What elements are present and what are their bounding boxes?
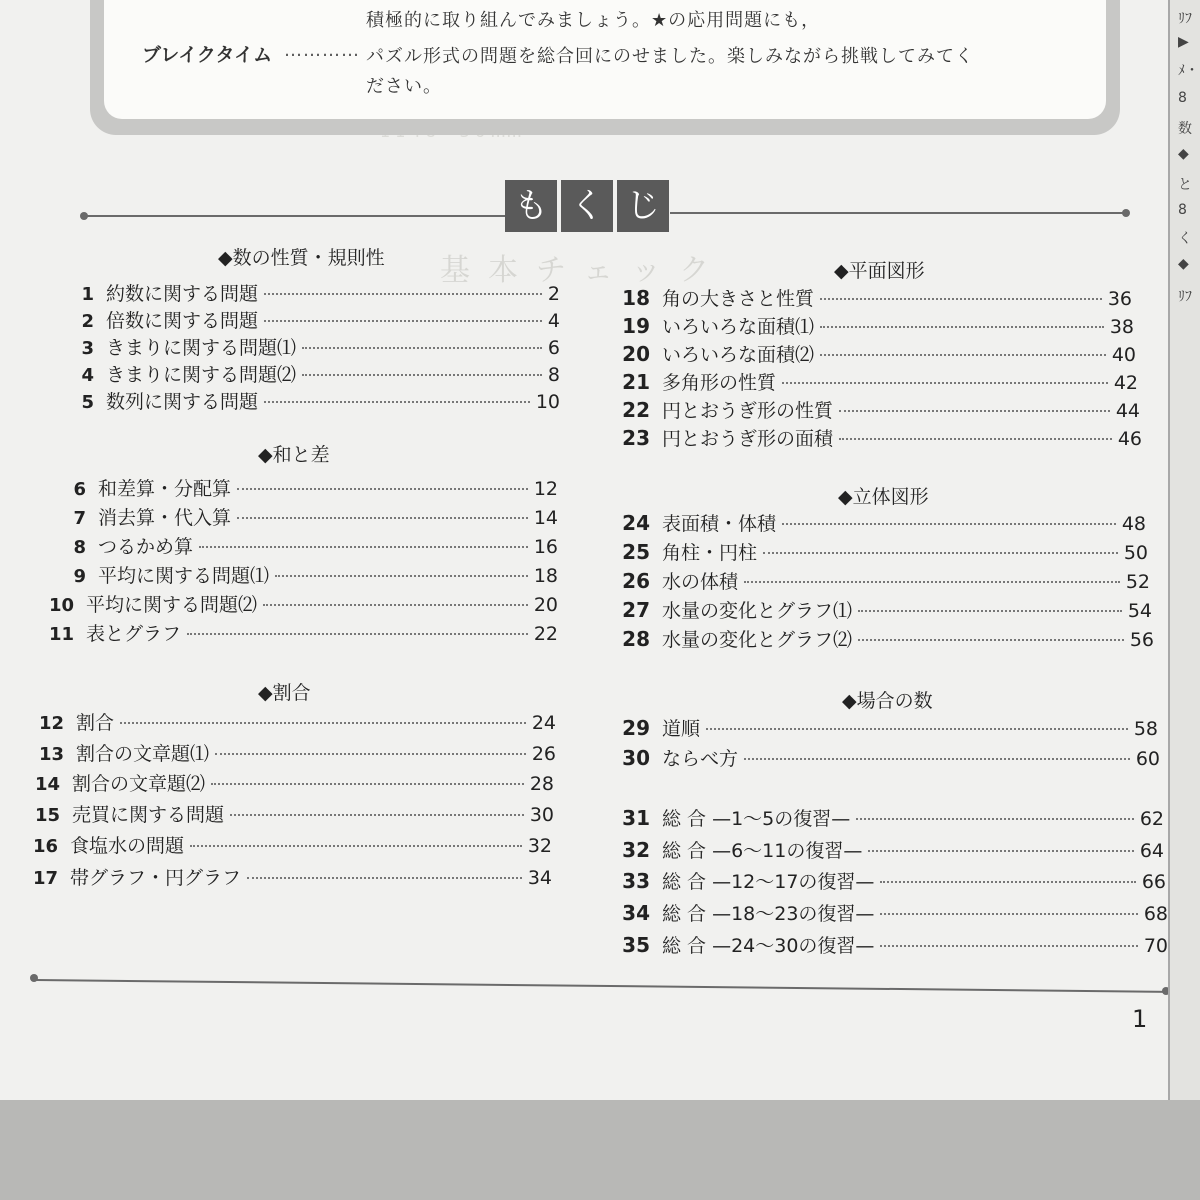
toc-entry[interactable] [616, 368, 1138, 395]
entry-number: 19 [622, 314, 650, 338]
section-heading: ◆割合 [258, 682, 311, 704]
leader-dots [215, 753, 526, 755]
entry-label: 倍数に関する問題 [106, 310, 259, 332]
entry-page: 30 [529, 804, 554, 826]
entry-number: 4 [81, 365, 94, 386]
leader-dots [839, 438, 1112, 440]
entry-number: 5 [81, 392, 94, 413]
leader-dots [839, 410, 1110, 412]
edge-text: 数 [1178, 121, 1192, 137]
toc-entry[interactable] [616, 867, 1166, 894]
entry-page: 40 [1111, 344, 1136, 366]
entry-number: 20 [622, 342, 650, 366]
leader-dots [820, 298, 1102, 300]
title-char: も [505, 180, 557, 232]
toc-entry[interactable] [616, 931, 1168, 958]
edge-text: と [1178, 177, 1192, 193]
toc-entry[interactable] [616, 340, 1136, 367]
toc-entry[interactable] [60, 279, 560, 306]
entry-number: 12 [38, 713, 64, 734]
toc-entry[interactable] [616, 396, 1140, 423]
entry-page: 2 [547, 283, 560, 305]
toc-entry[interactable] [60, 333, 560, 360]
leader-dots [211, 783, 524, 785]
toc-entry[interactable] [616, 625, 1154, 652]
leader-dots [199, 546, 528, 548]
leader-dots [782, 382, 1108, 384]
leader-dots [706, 728, 1128, 730]
entry-label: 角の大きさと性質 [662, 288, 815, 310]
leader-dots [820, 326, 1104, 328]
edge-text: 8 [1178, 90, 1187, 106]
entry-page: 62 [1139, 808, 1164, 830]
leader-dots [763, 552, 1118, 554]
leader-dots [120, 722, 526, 724]
leader-dots [856, 818, 1134, 820]
entry-label: 円とおうぎ形の性質 [662, 400, 834, 422]
entry-label: 割合の文章題⑵ [72, 773, 206, 795]
toc-entry[interactable] [60, 360, 560, 387]
leader-dots [247, 877, 522, 879]
entry-label: ならべ方 [662, 748, 739, 770]
entry-page: 54 [1127, 600, 1152, 622]
intro-line: ださい。 [366, 76, 442, 97]
entry-page: 8 [547, 364, 560, 386]
entry-label: 角柱・円柱 [662, 542, 758, 564]
entry-page: 52 [1125, 571, 1150, 593]
entry-label: 水量の変化とグラフ⑵ [662, 629, 853, 651]
entry-page: 20 [533, 594, 558, 616]
entry-page: 68 [1143, 903, 1168, 925]
entry-number: 22 [622, 398, 650, 422]
leader-dots [858, 639, 1124, 641]
toc-entry[interactable] [26, 800, 554, 827]
entry-number: 25 [622, 540, 650, 564]
leader-dots [237, 517, 528, 519]
entry-number: 33 [622, 869, 650, 893]
leader-dots [880, 945, 1137, 947]
toc-entry[interactable] [30, 739, 556, 766]
entry-page: 48 [1121, 513, 1146, 535]
entry-number: 31 [622, 806, 650, 830]
entry-page: 64 [1139, 840, 1164, 862]
entry-page: 6 [547, 337, 560, 359]
leader-dots [264, 293, 542, 295]
entry-number: 13 [38, 744, 64, 765]
toc-entry[interactable] [616, 714, 1158, 741]
leader-dots [302, 374, 542, 376]
leader-dots [880, 913, 1137, 915]
entry-number: 1 [81, 284, 94, 305]
leader-dots [264, 401, 530, 403]
entry-page: 16 [533, 536, 558, 558]
entry-label: 消去算・代入算 [98, 507, 232, 529]
entry-page: 66 [1141, 871, 1166, 893]
break-time-dots: ………… [284, 40, 360, 61]
entry-page: 14 [533, 507, 558, 529]
leader-dots [190, 845, 522, 847]
leader-dots [880, 881, 1135, 883]
entry-number: 34 [622, 901, 650, 925]
edge-text: ◆ [1178, 146, 1189, 162]
entry-number: 21 [622, 370, 650, 394]
toc-entry[interactable] [616, 899, 1168, 926]
leader-dots [302, 347, 542, 349]
entry-label: 割合の文章題⑴ [76, 743, 210, 765]
toc-entry[interactable] [616, 538, 1148, 565]
leader-dots [868, 850, 1133, 852]
edge-text: ﾘﾌ [1178, 11, 1192, 27]
entry-label: 総 合 —12～17の復習— [662, 871, 875, 893]
intro-box [90, 0, 1120, 135]
toc-entry[interactable] [40, 590, 558, 617]
toc-entry[interactable] [616, 836, 1164, 863]
break-time-label: ブレイクタイム [142, 44, 273, 66]
entry-page: 36 [1107, 288, 1132, 310]
entry-page: 42 [1113, 372, 1138, 394]
section-heading: ◆和と差 [258, 444, 330, 466]
entry-page: 24 [531, 712, 556, 734]
entry-label: 食塩水の問題 [70, 835, 185, 857]
entry-label: 道順 [662, 718, 701, 740]
toc-entry[interactable] [616, 596, 1152, 623]
section-heading: ◆数の性質・規則性 [218, 247, 385, 269]
entry-number: 28 [622, 627, 650, 651]
entry-label: 多角形の性質 [662, 372, 777, 394]
entry-label: 水量の変化とグラフ⑴ [662, 600, 853, 622]
entry-page: 34 [527, 867, 552, 889]
entry-page: 46 [1117, 428, 1142, 450]
entry-page: 10 [535, 391, 560, 413]
entry-label: 売買に関する問題 [72, 804, 225, 826]
entry-number: 24 [622, 511, 650, 535]
entry-label: 水の体積 [662, 571, 739, 593]
adjacent-page-edge [1168, 0, 1200, 1100]
entry-number: 11 [48, 624, 74, 645]
entry-number: 26 [622, 569, 650, 593]
title-char: く [561, 180, 613, 232]
entry-number: 6 [73, 479, 86, 500]
entry-label: 表とグラフ [86, 623, 182, 645]
entry-number: 10 [48, 595, 74, 616]
header-rule [86, 215, 506, 217]
leader-dots [230, 814, 524, 816]
entry-page: 12 [533, 478, 558, 500]
entry-number: 9 [73, 566, 86, 587]
leader-dots [263, 604, 528, 606]
section-heading: ◆立体図形 [838, 486, 929, 508]
entry-page: 70 [1143, 935, 1168, 957]
edge-text: く [1178, 231, 1192, 247]
entry-label: 総 合 —24～30の復習— [662, 935, 875, 957]
toc-entry[interactable] [616, 424, 1142, 451]
entry-number: 15 [34, 805, 60, 826]
edge-text: ﾘﾌ [1178, 289, 1192, 305]
entry-label: 割合 [76, 712, 115, 734]
toc-entry[interactable] [52, 503, 558, 530]
entry-number: 29 [622, 716, 650, 740]
entry-number: 23 [622, 426, 650, 450]
entry-label: 平均に関する問題⑵ [86, 594, 258, 616]
entry-page: 22 [533, 623, 558, 645]
intro-line: 積極的に取り組んでみましょう。★の応用問題にも， [366, 10, 821, 31]
entry-page: 58 [1133, 718, 1158, 740]
toc-entry[interactable] [616, 567, 1150, 594]
entry-page: 50 [1123, 542, 1148, 564]
header-rule [670, 212, 1126, 214]
entry-label: きまりに関する問題⑴ [106, 337, 297, 359]
page-number: 1 [1132, 1005, 1148, 1033]
edge-text: ﾒ・ [1178, 63, 1199, 79]
toc-entry[interactable] [616, 312, 1134, 339]
toc-entry[interactable] [30, 708, 556, 735]
entry-page: 4 [547, 310, 560, 332]
leader-dots [275, 575, 528, 577]
entry-page: 18 [533, 565, 558, 587]
entry-number: 2 [81, 311, 94, 332]
toc-entry[interactable] [24, 863, 552, 890]
entry-label: 総 合 —18～23の復習— [662, 903, 875, 925]
toc-entry[interactable] [52, 561, 558, 588]
entry-label: 表面積・体積 [662, 513, 777, 535]
toc-entry[interactable] [60, 306, 560, 333]
leader-dots [744, 758, 1130, 760]
toc-entry[interactable] [52, 474, 558, 501]
toc-entry[interactable] [60, 387, 560, 414]
entry-page: 38 [1109, 316, 1134, 338]
toc-entry[interactable] [616, 509, 1146, 536]
background-surface [0, 1100, 1200, 1200]
entry-label: 数列に関する問題 [106, 391, 259, 413]
entry-page: 60 [1135, 748, 1160, 770]
leader-dots [782, 523, 1116, 525]
entry-label: 和差算・分配算 [98, 478, 232, 500]
contents-title [505, 180, 669, 232]
entry-label: いろいろな面積⑵ [662, 344, 815, 366]
entry-number: 27 [622, 598, 650, 622]
section-heading: ◆平面図形 [834, 260, 925, 282]
entry-page: 26 [531, 743, 556, 765]
entry-number: 17 [32, 868, 58, 889]
toc-entry[interactable] [616, 804, 1164, 831]
entry-number: 16 [32, 836, 58, 857]
entry-page: 32 [527, 835, 552, 857]
entry-page: 44 [1115, 400, 1140, 422]
entry-label: 約数に関する問題 [106, 283, 259, 305]
entry-label: 総 合 —1～5の復習— [662, 808, 851, 830]
toc-entry[interactable] [40, 619, 558, 646]
leader-dots [187, 633, 528, 635]
edge-text: ▶ [1178, 34, 1189, 50]
edge-text: ◆ [1178, 256, 1189, 272]
intro-line: パズル形式の問題を総合回にのせました。楽しみながら挑戦してみてく [366, 46, 974, 67]
toc-entry[interactable] [616, 744, 1160, 771]
entry-number: 14 [34, 774, 60, 795]
entry-page: 28 [529, 773, 554, 795]
show-through-text: 基本チェック [440, 253, 728, 288]
toc-entry[interactable] [26, 769, 554, 796]
entry-number: 18 [622, 286, 650, 310]
entry-number: 30 [622, 746, 650, 770]
entry-number: 32 [622, 838, 650, 862]
entry-label: 総 合 —6～11の復習— [662, 840, 863, 862]
leader-dots [264, 320, 542, 322]
entry-label: 円とおうぎ形の面積 [662, 428, 834, 450]
entry-page: 56 [1129, 629, 1154, 651]
section-heading: ◆場合の数 [842, 690, 933, 712]
entry-number: 8 [73, 537, 86, 558]
title-char: じ [617, 180, 669, 232]
entry-number: 3 [81, 338, 94, 359]
leader-dots [744, 581, 1120, 583]
rule-endpoint [1122, 209, 1130, 217]
edge-text: 8 [1178, 202, 1187, 218]
toc-entry[interactable] [616, 284, 1132, 311]
leader-dots [858, 610, 1122, 612]
entry-number: 7 [73, 508, 86, 529]
footer-rule [36, 979, 1168, 993]
toc-entry[interactable] [52, 532, 558, 559]
leader-dots [820, 354, 1106, 356]
toc-entry[interactable] [24, 831, 552, 858]
entry-label: きまりに関する問題⑵ [106, 364, 297, 386]
entry-number: 35 [622, 933, 650, 957]
entry-label: つるかめ算 [98, 536, 194, 558]
entry-label: いろいろな面積⑴ [662, 316, 815, 338]
entry-label: 帯グラフ・円グラフ [70, 867, 242, 889]
leader-dots [237, 488, 528, 490]
entry-label: 平均に関する問題⑴ [98, 565, 270, 587]
